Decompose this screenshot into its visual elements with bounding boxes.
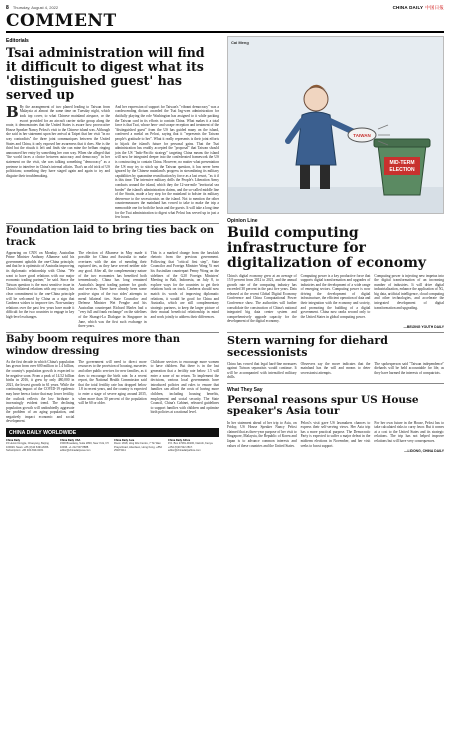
opinion-col2: Computing power is a key productive force that supports digital transformation and upgrades of industries and the development of a wide range of emerging sectors. Computing power is now driving the development of digital infrastructure, the efficient operation of data and their integration with the economy and society, and promoting the building of a digital government. China now ranks second only to the United States in global computing power. bbox=[300, 273, 371, 319]
brand-english: CHINA DAILY bbox=[392, 4, 424, 10]
lead-editorial-body bbox=[6, 102, 219, 220]
secessionists-col3: The spokesperson said "Taiwan independence" diehards will be held accountable for life, as they have harmed the interests of compatriots. bbox=[374, 361, 445, 375]
third-editorial-headline: Baby boom requires more than window dressing bbox=[6, 334, 181, 357]
opinion-headline: Build computing infrastructure for digitalization of economy bbox=[227, 224, 427, 271]
lead-editorial-col1-text: By the arrangement of two planed leading to Taiwan from Malaysia at almost the same time on Tuesday night, which took top cover, to what Chinese mainland airspace, or the escort provided for an aircraft carrier strike group along the route, it demonstrates that the United States is aware how provocative House Speaker Nancy Pelosi's visit to the Chinese island was. Although she said in her statement upon her arrival at Taipei that her visit "in no way contradicts" the three joint communiques between the United States and China, it only exposed her awareness that it does. She is the third but the rituals it left and finds she can mine the bellum ringing announced her entry by something her own way. When she alleged that "the world faces a choice between autocracy and democracy" in her statement on the visit, she was talking something "democracy" as a pretense to interfere in China's internal affairs. That's an old trick of US politicians; something they have staged again and again to try and disguise their troublemaking. bbox=[6, 104, 110, 178]
section-rule bbox=[6, 31, 444, 33]
cartoon-box-text-line2: ELECTION bbox=[389, 166, 415, 173]
masthead bbox=[6, 428, 219, 452]
secessionists-headline: Stern warning for diehard secessionists bbox=[227, 333, 388, 359]
what-they-say-col1: In her statement ahead of her trip to Asia, on Friday, US House Speaker Nancy Pelosi claimed that as three-year purpose of her visit to Singapore, Malaysia, the Republic of Korea and Japan is to advance common interests and values of these countries and the United States. bbox=[227, 420, 297, 448]
secessionists-body bbox=[227, 362, 444, 380]
issue-date: Thursday, August 4, 2022 bbox=[12, 4, 59, 10]
what-they-say-byline: —LIDONG, CHINA DAILY bbox=[404, 449, 444, 454]
editorial-cartoon bbox=[227, 36, 444, 214]
editorials-label: Editorials bbox=[6, 37, 29, 44]
opinion-col1: China's digital economy grew at an average of 15.9 percent from 2012 to 2021, and the annual growth rate of the computing industry has exceeded 30 percent in the past five years. Data released at the recent Global Digital Economy Conference and China Computational Power Conference show. The authorities will further consolidate the construction of China's national integrated big data center system and comprehensively upgrade capacity for the development of the digital economy. bbox=[227, 273, 297, 324]
masthead-block bbox=[114, 439, 165, 452]
masthead-text: 1500 Broadway, Suite 2800, New York, NY 10036. +1 212 537 8888. editor@chinadailyusa.com bbox=[60, 442, 110, 452]
right-column bbox=[227, 36, 444, 454]
section-title: COMMENT bbox=[6, 11, 117, 31]
masthead-block bbox=[60, 439, 111, 452]
page-info bbox=[6, 5, 58, 11]
masthead-heading: China Daily Asia bbox=[114, 439, 135, 443]
brand-name bbox=[393, 5, 444, 11]
masthead-block bbox=[6, 439, 57, 452]
divider bbox=[6, 223, 219, 224]
second-editorial-col1: Appearing on CNN on Monday, Australian Prime Minister Anthony Albanese said his government upholds the one-China principle, and that he is optimistic of Australia improving its diplomatic relationship with China. "We want to have good relations with our major economic trading partner," he said. Since the Taiwan question is the most sensitive issue in China's bilateral relations with any country, his clear commitment to the one-China principle will be welcomed by China as a sign that Canberra wishes to improve ties. Non-sanitary relations over the past few years have made it difficult for the two countries to engage in key high-level exchanges. bbox=[6, 250, 75, 319]
second-editorial-body bbox=[6, 251, 219, 329]
masthead-text: P.O. Box 27281-00100, Nairobi, Kenya. +254 (0)20 522 2817. editor@chinadailyafrica.com bbox=[168, 442, 214, 452]
left-column bbox=[6, 36, 219, 454]
masthead-text: Room 1818, Hing Wai Centre, 7 Tin Wan Praya Road, Aberdeen, Hong Kong. +852 2518 5111 bbox=[114, 442, 162, 452]
masthead-text: 15 Huixin Dongjie, Chaoyang, Beijing 100029. News: +86 (0)10 6491-8366. Subscription: +86 400-699-0203. bbox=[6, 442, 50, 452]
secessionists-col1: China has vowed that legal hard-line measures against Taiwan separatists would continue. It will be accompanied with intensified military drills. bbox=[227, 361, 297, 380]
divider bbox=[227, 332, 444, 333]
cartoon-capsule-text: TAIWAN bbox=[353, 132, 371, 138]
what-they-say-body bbox=[227, 421, 444, 449]
divider bbox=[227, 383, 444, 384]
masthead-title: CHINA DAILY WORLDWIDE bbox=[6, 428, 219, 437]
opinion-col3: Computing power is injecting new impetus into the digital transformation of an increasing number of industries. It will drive digital industrialization, enhance the application of 5G, big data, artificial intelligence, cloud computing and other technologies, and accelerate the integrated development of digital transformation and upgrading. bbox=[374, 273, 445, 310]
lead-editorial-headline: Tsai administration will find it difficult to digest what its 'distinguished guest' has served up bbox=[6, 44, 205, 102]
masthead-block bbox=[168, 439, 219, 452]
masthead-heading: China Daily bbox=[6, 439, 21, 443]
masthead-heading: China Daily USA bbox=[60, 439, 81, 443]
second-editorial-col3: This is a marked change from the hawkish rhetoric from the previous government. Following that "critical first step", State Councilor and Foreign Minister Wang Yi met his Australian counterpart Penny Wong on the sidelines of the G20 Foreign Ministers' Meeting in Bali, Indonesia, on July 8, to explore ways for the countries to get their relations back on track. Canberra should now match its words of improving diplomatic relations, it would be good for China and Australia, which are still complementary strategic partners, to keep the larger picture of their mutual beneficial relationship in mind and work jointly to address their differences. bbox=[150, 250, 219, 319]
what-they-say-headline: Personal reasons spur US House speaker's Asia tour bbox=[227, 393, 419, 418]
dropcap: B bbox=[6, 102, 19, 121]
third-editorial-col3: Childcare services to encourage more women to have children. But there is in the last generation that a fertility rate below 1.5 will enter a zone of no return. To implement the decisions, various local governments have introduced policies and rules to ensure that families can afford the costs of having more children, including housing benefits, employment and social security. The State Council, China's Cabinet, released guidelines to support families with children and optimize birth policies at a national level. bbox=[150, 359, 219, 415]
cartoon-box-text-line1: MID-TERM bbox=[389, 159, 415, 166]
page-number: 8 bbox=[6, 4, 9, 11]
third-editorial-col2: The government will need to direct more resources to the provision of housing, nurseries and other public services for new families, as it does to encourage the birth rate. In a recent report, the National Health Commission said that the total fertility rate has dropped below 1.8 in recent years, and the country is expected to enter a stage of severe aging around 2035, when more than 30 percent of the population will be 60 or older. bbox=[78, 359, 147, 406]
opinion-line-label: Opinion Line bbox=[227, 217, 258, 224]
top-bar bbox=[6, 4, 444, 11]
second-editorial-headline: Foundation laid to bring ties back on track bbox=[6, 225, 215, 248]
opinion-body bbox=[227, 274, 444, 325]
cartoon-credit: Cai Meng bbox=[231, 39, 249, 45]
second-editorial-col2: The election of Albanese in May made it possible for China and Australia to make overtures with the aim of mending their ruptured ties, as they have served neither side any good. After all, the complementary nature of the two economies has benefited both tremendously. China has long remained Australia's largest trading partner for goods and services. There have already been some positive signs of the two sides' attempts to mend bilateral ties. State Councilor and Defense Minister Wei Fenghe and his Australian counterpart Richard Marles had a "very full and frank exchange" on the sidelines of the Shangri-La Dialogue in Singapore in June, which was the first such exchange in three years. bbox=[78, 250, 147, 329]
cartoon-illustration bbox=[228, 37, 444, 214]
masthead-heading: China Daily Africa bbox=[168, 439, 191, 443]
secessionists-col2: Observers say the move indicates that the mainland has the will and means to deter secessionist attempts. bbox=[300, 361, 371, 375]
masthead-grid bbox=[6, 439, 219, 452]
lead-editorial-col1 bbox=[6, 102, 110, 220]
lead-editorial-col2: And her expression of support for Taiwan's "vibrant democracy" was a condescending dictum awarded the Tsai Ing-wen administration for dutifully playing the role Washington has assigned to it while packing the Taiwan card in its efforts to contain China. What makes it a total farce is that Tsai, whose hero- and scrape reception and treatment of the "distinguished guest" from the US has guided many on the island, conferred a medal on Pelosi, saying that it "represents the Taiwan people's gratitude to her". What it really represents is their joint efforts to hijack the island's future for personal gains. That the Tsai administration has readily accepted the "proposal" that Taiwan should join the US "Indo-Pacific strategy" targeting China means the island will now be integrated deeper into the confederated framework the US is constructing to contain China. However, no matter what presentation the US may try to stitch up the Taiwan question, it has never been ignored by the Chinese mainland's progress in streamlining its military capabilities by quarantine reunification by force as a last resort, "as it if is this time. The intensive military drills the People's Liberation Army conducts around the island, which they the 12-sea-mile "territorial sea border" the island's administration claims, and the so-called middle line of the Straits, made a key step for the mainland to bolster its military deterrence to the secessionists on the island. Not to mention the other countermeasures the mainland has vowed to take to make the trip a memorable one for both the hosts and the guests. It will take a long time for the Tsai administration to digest what Pelosi has served up in just a few hours. bbox=[115, 104, 219, 220]
main-columns bbox=[6, 36, 444, 454]
brand-chinese: 中国日报 bbox=[425, 4, 444, 10]
what-they-say-col3: For her own future in the House, Pelosi has to take calculated risks to curry favor. But it comes at a cost to the United States and its strategic relations. The trip has not helped improve relations but will have very consequences. bbox=[374, 420, 445, 443]
divider bbox=[6, 332, 219, 333]
what-they-say-col2: Pelosi's visit gave US lawmakers chances to express their self-serving views. Her Asia trip has a more practical purpose. The Democratic Party is expected to suffer a major defeat in the midterm elections in November, and her visit seeks to boost support. bbox=[300, 420, 371, 448]
opinion-byline: —BEIJING YOUTH DAILY bbox=[403, 325, 444, 330]
third-editorial-col1: As the first decade in which China's population has grown from over 600 million to 1.4 billion, the country's population growth is expected to be negative soon. From a peak of 14.52 billion births in 2016, it grew by only 480,000 in 2021, the lowest growth in 61 years. While the continuing impact of the COVID-19 epidemic may have been a factor that may lower fertility, the outlook reflects the low birthrate is increasingly evident trend. The declining population growth will undoubtedly aggravate the problem of an aging population, and negatively impact economic and social development. bbox=[6, 359, 75, 424]
third-editorial-body bbox=[6, 360, 219, 424]
what-they-say-label: What They Say bbox=[227, 386, 263, 393]
